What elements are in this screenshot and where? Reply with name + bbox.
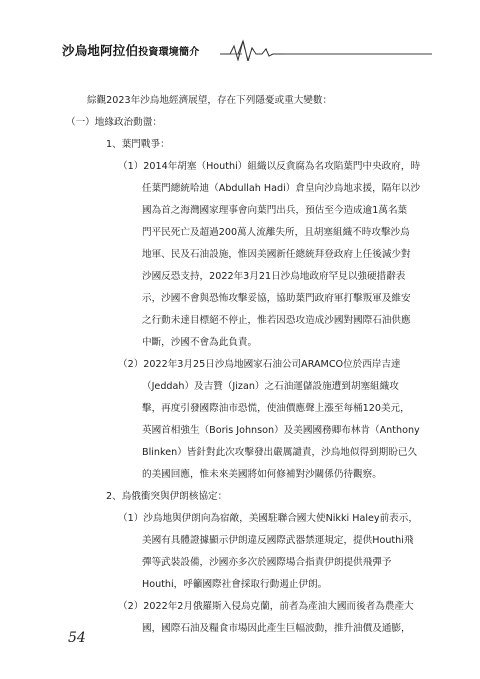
item4-line: （2）2022年2月俄羅斯入侵烏克蘭，前者為產油大國而後者為農產大 (118, 601, 414, 612)
item1-line: 中斷，沙國不會為此負責。 (142, 337, 258, 348)
item3-line: 彈等武裝設備，沙國亦多次於國際場合指責伊朗提供飛彈予 (142, 557, 392, 568)
item2-line: 的美國回應，惟未來美國將如何修補對沙關係仍待觀察。 (142, 469, 382, 480)
item1-line: 示，沙國不會與恐怖攻擊妥協，協助葉門政府軍打擊叛軍及維安 (142, 293, 411, 304)
header-title (62, 41, 199, 59)
item2-line: （Jeddah）及吉贊（Jizan）之石油運儲設施遭到胡塞組織攻 (142, 381, 399, 392)
item1-line: 門平民死亡及超過200萬人流離失所，且胡塞組織不時攻擊沙烏 (142, 227, 410, 238)
item1-line: 國為首之海灣國家理事會向葉門出兵，預估至今造成逾1萬名葉 (142, 205, 408, 216)
item3-line: 美國有具體證據顯示伊朗違反國際武器禁運規定，提供Houthi飛 (142, 535, 414, 546)
item1-line: 地軍、民及石油設施，惟因美國新任總統拜登政府上任後減少對 (142, 249, 411, 260)
item2-line: （2）2022年3月25日沙烏地國家石油公司ARAMCO位於西岸吉達 (118, 359, 401, 370)
item1-line: 任葉門總統哈迪（Abdullah Hadi）倉皇向沙烏地求援，隔年以沙 (142, 183, 421, 194)
page-number: 54 (68, 630, 86, 646)
item1-line: （1）2014年胡塞（Houthi）組織以反貪腐為名攻陷葉門中央政府，時 (118, 161, 421, 172)
subsection-heading-russia-ukraine-iran: 2、烏俄衝突與伊朗核協定： (106, 491, 228, 502)
section-heading-geopolitics: （一）地緣政治動盪： (66, 117, 162, 128)
intro-paragraph: 綜觀2023年沙烏地經濟展望，存在下列隱憂或重大變數： (87, 95, 333, 106)
item2-line: 擊，再度引發國際油市恐慌，使油價應聲上漲至每桶120美元， (142, 403, 410, 414)
subsection-heading-yemen-war: 1、葉門戰爭： (106, 139, 170, 150)
item3-line: Houthi，呼籲國際社會採取行動遏止伊朗。 (142, 579, 328, 590)
item2-line: 英國首相強生（Boris Johnson）及美國國務卿布林肯（Anthony (142, 425, 420, 436)
header-title-sub: 投資環境簡介 (138, 47, 200, 58)
header-title-main: 沙烏地阿拉伯 (62, 43, 139, 58)
item1-line: 之行動未達目標絕不停止，惟若因恐攻造成沙國對國際石油供應 (142, 315, 411, 326)
running-header (62, 39, 432, 61)
item1-line: 沙國反恐支持，2022年3月21日沙烏地政府罕見以強硬措辭表 (142, 271, 406, 282)
item2-line: Blinken）皆針對此次攻擊發出嚴厲譴責，沙烏地似得到期盼已久 (142, 447, 418, 458)
item4-line: 國，國際石油及糧食市場因此產生巨幅波動，推升油價及通膨， (142, 623, 411, 634)
item3-line: （1）沙烏地與伊朗向為宿敵，美國駐聯合國大使Nikki Haley前表示， (118, 513, 418, 524)
